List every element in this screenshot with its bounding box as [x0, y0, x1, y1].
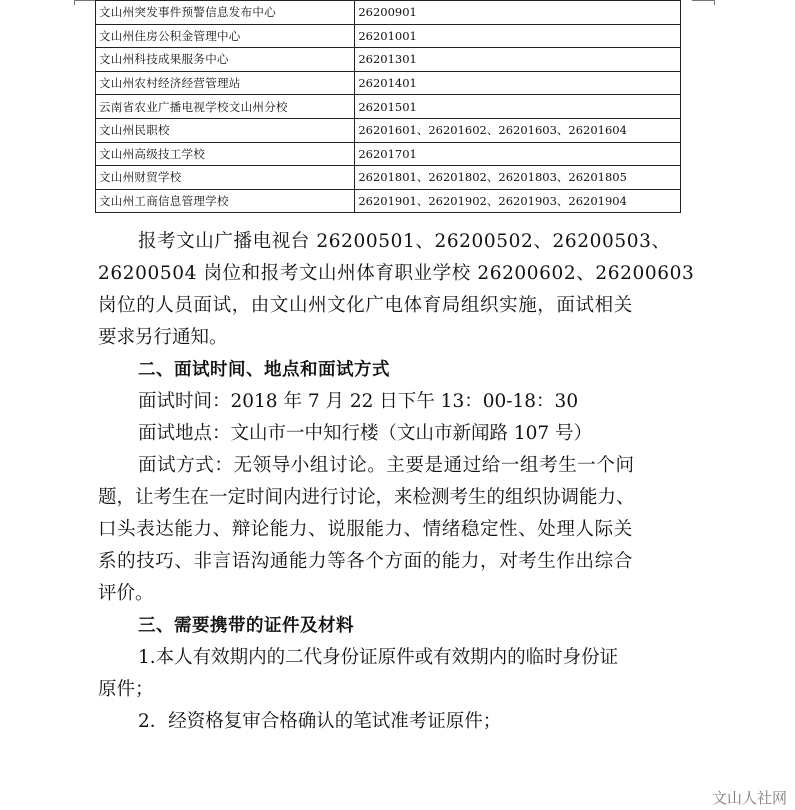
- paragraph-line: 2．经资格复审合格确认的笔试准考证原件；: [138, 711, 502, 732]
- paragraph-line: 系的技巧、非言语沟通能力等各个方面的能力，对考生作出综合: [98, 551, 633, 572]
- position-codes-cell: 26201701: [355, 142, 681, 166]
- crop-mark-right: [692, 0, 715, 5]
- position-codes-cell: 26200901: [355, 1, 681, 25]
- units-table: [95, 0, 681, 213]
- interview-place: 面试地点：文山市一中知行楼（文山市新闻路 107 号）: [138, 423, 593, 444]
- paragraph-line: 1.本人有效期内的二代身份证原件或有效期内的临时身份证: [138, 647, 619, 668]
- table-row: [96, 189, 681, 213]
- paragraph-line: 面试方式：无领导小组讨论。主要是通过给一组考生一个问: [138, 455, 635, 476]
- unit-name-cell: 文山州工商信息管理学校: [96, 189, 355, 213]
- unit-name-cell: 云南省农业广播电视学校文山州分校: [96, 95, 355, 119]
- position-codes-cell: 26201801、26201802、26201803、26201805: [355, 166, 681, 190]
- position-codes-cell: 26201401: [355, 71, 681, 95]
- crop-mark-left: [74, 0, 97, 5]
- paragraph-line: 要求另行通知。: [98, 327, 228, 348]
- paragraph-line: 题，让考生在一定时间内进行讨论，来检测考生的组织协调能力、: [98, 487, 635, 508]
- unit-name-cell: 文山州高级技工学校: [96, 142, 355, 166]
- unit-name-cell: 文山州民职校: [96, 118, 355, 142]
- unit-name-cell: 文山州住房公积金管理中心: [96, 24, 355, 48]
- position-codes-cell: 26201001: [355, 24, 681, 48]
- table-row: [96, 24, 681, 48]
- paragraph-line: 评价。: [98, 583, 154, 604]
- unit-name-cell: 文山州科技成果服务中心: [96, 48, 355, 72]
- table-row: [96, 1, 681, 25]
- unit-name-cell: 文山州财贸学校: [96, 166, 355, 190]
- position-codes-cell: 26201601、26201602、26201603、26201604: [355, 118, 681, 142]
- paragraph-line: 原件；: [98, 679, 154, 700]
- section-heading-2: 二、面试时间、地点和面试方式: [138, 360, 390, 380]
- paragraph-line: 岗位的人员面试，由文山州文化广电体育局组织实施，面试相关: [98, 295, 633, 316]
- paragraph-line: 口头表达能力、辩论能力、说服能力、情绪稳定性、处理人际关: [98, 519, 633, 540]
- table-row: [96, 48, 681, 72]
- unit-name-cell: 文山州突发事件预警信息发布中心: [96, 1, 355, 25]
- unit-name-cell: 文山州农村经济经营管理站: [96, 71, 355, 95]
- position-codes-cell: 26201501: [355, 95, 681, 119]
- table-row: [96, 118, 681, 142]
- document-body: [98, 226, 698, 738]
- paragraph-line: 报考文山广播电视台 26200501、26200502、26200503、: [138, 231, 671, 252]
- paragraph-line: 26200504 岗位和报考文山州体育职业学校 26200602、26200603: [98, 263, 695, 284]
- table-row: [96, 71, 681, 95]
- section-heading-3: 三、需要携带的证件及材料: [138, 616, 354, 636]
- table-row: [96, 142, 681, 166]
- table-row: [96, 166, 681, 190]
- position-codes-cell: 26201901、26201902、26201903、26201904: [355, 189, 681, 213]
- position-codes-cell: 26201301: [355, 48, 681, 72]
- site-watermark: 文山人社网: [711, 789, 787, 807]
- interview-time: 面试时间：2018 年 7 月 22 日下午 13：00-18：30: [138, 391, 579, 412]
- table-row: [96, 95, 681, 119]
